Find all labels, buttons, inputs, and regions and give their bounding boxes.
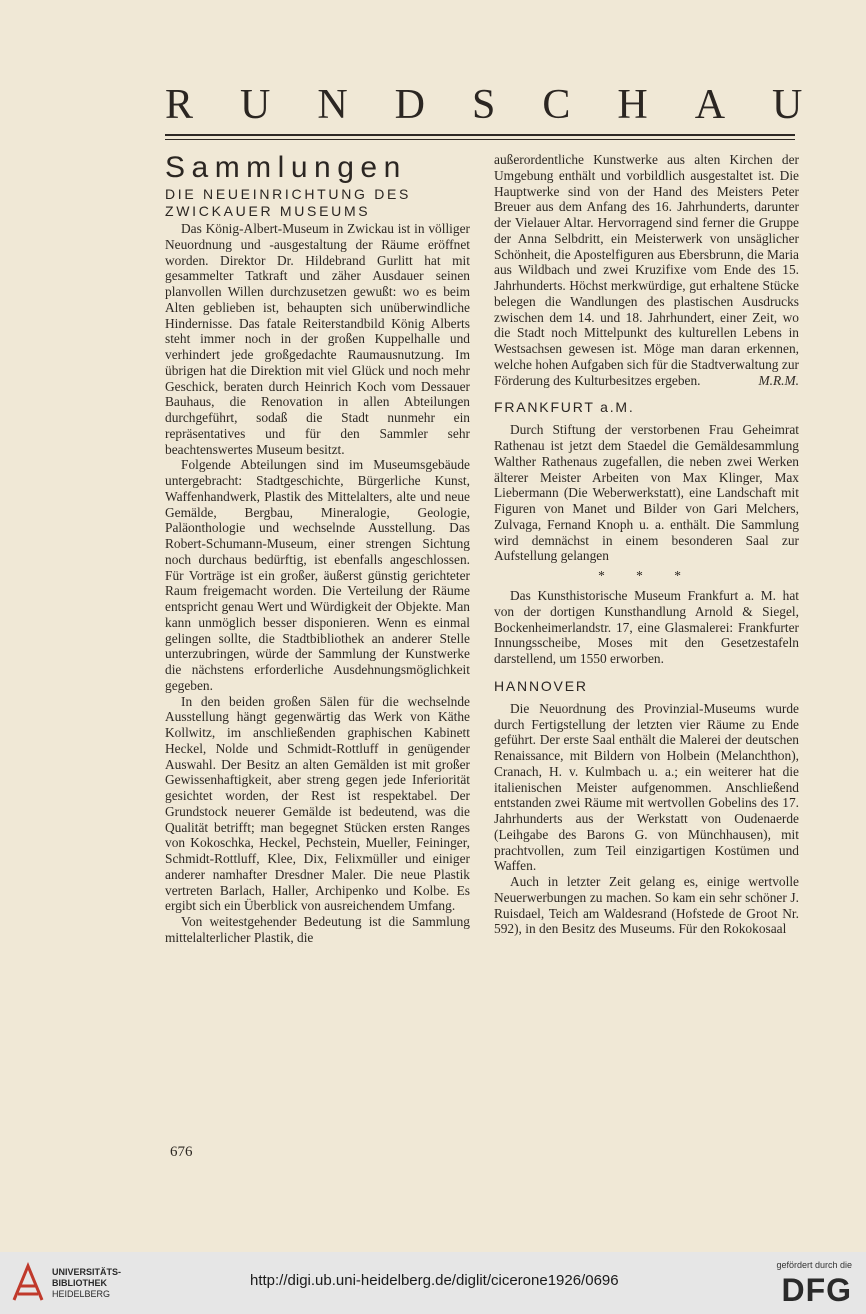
header-rule-thick	[165, 134, 795, 136]
paragraph: Folgende Abteilungen sind im Museumsgebäude untergebracht: Stadtgeschichte, Bürgerliche Kunst, Waffenhandwerk, Plastik des Mittelalters, alte und neue Gemälde, Bergbau, Mineralogie, Geologie, Paläonthologie und wechselnde Ausstellung. Das Robert-Schumann-Museum, einer strengen Sichtung noch durchaus bedürftig, ist ebenfalls angeschlossen. Für Vorträge ist ein großer, äußerst günstig gerichteter Raum freigemacht worden. Die Verteilung der Räume entspricht genau Wert und Würdigkeit der Objekte. Man kann unmöglich besser disponieren. Wenn es einmal gelingen sollte, die Stadtbibliothek an anderer Stelle unterzubringen, würde der Sammlung der Kunstwerke die nächstens erforderliche Ausdehnungsmöglichkeit gegeben.	[165, 457, 470, 693]
paragraph: In den beiden großen Sälen für die wechselnde Ausstellung hängt gegenwärtig das Werk von Käthe Kollwitz, im anschließenden graphischen Kabinett Heckel, Nolde und Schmidt-Rottluff in genügender Auswahl. Der Besitz an alten Gemälden ist mit großer Gewissenhaftigkeit, aber streng gegen jede Inferiorität gesichtet worden, der Rest ist respektabel. Der Grundstock neuerer Gemälde ist bedeutend, was die Qualität betrifft; man begegnet Stücken ersten Ranges von Kokoschka, Heckel, Pechstein, Mueller, Feininger, Schmidt-Rottluff, Klee, Dix, Felixmüller und einiger anderer namhafter Dresdner Maler. Die neue Plastik vertreten Barlach, Haller, Archipenko und Kolbe. Es ergibt sich ein Überblick von ausreichendem Umfang.	[165, 693, 470, 914]
library-line: BIBLIOTHEK	[52, 1278, 107, 1288]
article-title: DIE NEUEINRICHTUNG DES ZWICKAUER MUSEUMS	[165, 186, 412, 219]
library-logo-icon	[10, 1262, 46, 1304]
header-rule-thin	[165, 139, 795, 140]
heading-hannover: HANNOVER	[494, 677, 588, 694]
author-signature: M.R.M.	[758, 372, 799, 388]
paragraph: Von weitestgehender Bedeutung ist die Sammlung mittelalterlicher Plastik, die	[165, 914, 470, 945]
right-column	[494, 152, 799, 937]
running-header: RUNDSCHAU	[165, 82, 850, 128]
dfg-logo-icon: DFG	[781, 1272, 852, 1308]
paragraph: Das König-Albert-Museum in Zwickau ist in völliger Neuordnung und -ausgestaltung der Räume eröffnet worden. Direktor Dr. Hildebrand Gurlitt hat mit gesammelter Tatkraft und zäher Ausdauer seinen planvollen Willen durchzusetzen gewußt: wo es beim Alten geblieben ist, behaupten sich unüberwindliche Hindernisse. Das fatale Reiterstandbild König Alberts steht immer noch in der großen Kuppelhalle und verhindert jede großgedachte Raumausnutzung. Im übrigen hat die Direktion mit viel Glück und noch mehr Geschick, beraten durch Heinrich Koch vom Dessauer Bauhaus, die Renovation in allen Abteilungen durchgeführt, sodaß die Stadt nunmehr ein repräsentatives und für den Sammler sehr beachtenswertes Museum besitzt.	[165, 221, 470, 457]
paragraph: Das Kunsthistorische Museum Frankfurt a. M. hat von der dortigen Kunsthandlung Arnold & Siegel, Bockenheimerlandstr. 17, eine Glasmalerei: Frankfurter Innungsscheibe, Moses mit den Gesetzestafeln darstellend, um 1550 erworben.	[494, 588, 799, 666]
library-line: HEIDELBERG	[52, 1289, 111, 1299]
footer-bar	[0, 1252, 866, 1314]
paragraph-text: außerordentliche Kunstwerke aus alten Kirchen der Umgebung enthält und vorbildlich ausgestaltet ist. Die Hauptwerke sind von der Hand des Meisters Peter Breuer aus dem Anfang des 16. Jahrhunderts, darunter der Vielauer Altar. Hervorragend sind ferner die Gruppe der Anna Selbdritt, ein Meisterwerk von unsäglicher Schönheit, die Apostelfiguren aus Ebersbrunn, die Maria aus Wildbach und zwei Kruzifixe vom Ende des 15. Jahrhunderts. Höchst merkwürdige, gut erhaltene Stücke belegen die Wandlungen des plastischen Ausdrucks zwischen dem 14. und 18. Jahrhundert, einer Zeit, wo die Stadt noch Mittelpunkt des kulturellen Lebens in Westsachsen gewesen ist. Möge man daran erkennen, welche hohen Aufgaben sich für die Stadtverwaltung zur Förderung des Kulturbesitzes ergeben.	[494, 152, 799, 388]
page-number: 676	[170, 1144, 193, 1160]
funded-by-label: gefördert durch die	[776, 1260, 852, 1270]
asterism: * * *	[598, 568, 695, 583]
paragraph	[494, 152, 799, 388]
left-column	[165, 152, 470, 946]
paragraph: Auch in letzter Zeit gelang es, einige wertvolle Neuerwerbungen zu machen. So kam ein sehr schöner J. Ruisdael, Teich am Waldesrand (Hofstede de Groot Nr. 592), in den Besitz des Museums. Für den Rokokosaal	[494, 874, 799, 937]
library-line: UNIVERSITÄTS-	[52, 1267, 122, 1277]
section-title: Sammlungen	[165, 151, 407, 184]
paragraph: Die Neuordnung des Provinzial-Museums wurde durch Fertigstellung der letzten vier Räume zu Ende geführt. Der erste Saal enthält die Malerei der deutschen Renaissance, mit Bildern von Holbein (Melanchthon), Cranach, H. v. Kulmbach u. a.; ein weiterer hat die italienischen Meister aufgenommen. Anschließend entstanden zwei Räume mit wertvollen Gobelins des 17. Jahrhunderts aus der Werkstatt von Oudenaerde (Leihgabe des Barons G. von Münchhausen), mit prachtvollen, zum Teil einzigartigen Kostümen und Waffen.	[494, 700, 799, 874]
paragraph: Durch Stiftung der verstorbenen Frau Geheimrat Rathenau ist jetzt dem Staedel die Gemäldesammlung Walther Rathenaus zugefallen, die neben zwei Werken älterer Meister Arbeiten von Max Klinger, Max Liebermann (Die Weberwerkstatt), eine Landschaft mit Figuren von Manet und Bilder von Gari Melchers, Zulvaga, Fernand Knoph u. a. enthält. Die Sammlung wird demnächst in einem besonderen Saal zur Aufstellung gelangen	[494, 422, 799, 564]
heading-frankfurt: FRANKFURT a.M.	[494, 399, 635, 416]
library-name	[52, 1267, 121, 1300]
permalink-url[interactable]: http://digi.ub.uni-heidelberg.de/diglit/cicerone1926/0696	[250, 1272, 619, 1289]
